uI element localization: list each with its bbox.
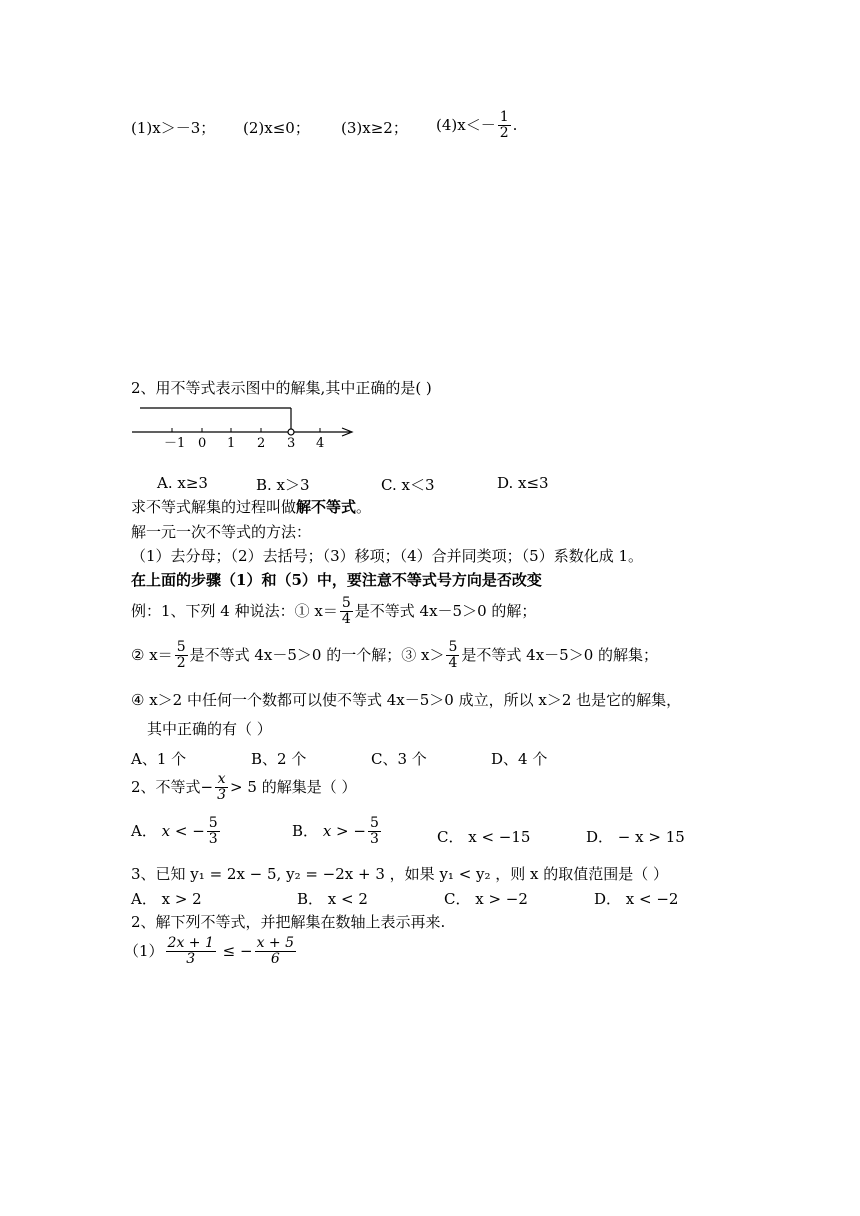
- fraction: $\frac{5}{3}$: [369, 815, 379, 848]
- example-option-d[interactable]: D、4 个: [491, 750, 548, 768]
- example-option-a[interactable]: A、1 个: [131, 750, 187, 768]
- tick-label: 1: [227, 436, 236, 451]
- tick-label: 2: [257, 436, 266, 451]
- fraction: $\frac{5}{4}$: [448, 639, 458, 672]
- example-option-c[interactable]: C、3 个: [371, 750, 427, 768]
- q2-option-d[interactable]: D. x≤3: [497, 474, 549, 492]
- tick-label: －1: [164, 436, 186, 451]
- q2b-option-d[interactable]: D． − x > 15: [586, 828, 685, 846]
- method-note: 在上面的步骤（1）和（5）中，要注意不等式号方向是否改变: [131, 571, 542, 589]
- method-steps: （1）去分母；（2）去括号；（3）移项；（4）合并同类项；（5）系数化成 1。: [131, 547, 644, 565]
- q3-option-b[interactable]: B． x < 2: [297, 890, 368, 908]
- fraction: $\frac{5}{4}$: [341, 595, 351, 628]
- example-line-2: ② x＝ $\frac{5}{2}$ 是不等式 4x－5＞0 的一个解；③ x＞ $\frac{5}{4}$ 是不等式 4x－5＞0 的解集；: [131, 639, 659, 672]
- q2b-option-c[interactable]: C． x < −15: [437, 828, 531, 846]
- fraction: $\frac{x + 5}{6}$: [256, 935, 295, 968]
- top-item-1: (1)x＞－3；: [131, 119, 216, 137]
- top-item-4: [436, 110, 517, 142]
- solve-instruction: 2、解下列不等式，并把解集在数轴上表示再来.: [131, 913, 446, 931]
- fraction: $\frac{x}{3}$: [217, 771, 227, 804]
- q3-option-c[interactable]: C． x > −2: [444, 890, 528, 908]
- question-2-text: 2、用不等式表示图中的解集,其中正确的是( ): [131, 379, 432, 397]
- solve-problem-1: （1） $\frac{2x + 1}{3}$ ≤ − $\frac{x + 5}{6}$: [124, 935, 295, 968]
- fraction: $\frac{2x + 1}{3}$: [167, 935, 214, 968]
- example-option-b[interactable]: B、2 个: [251, 750, 307, 768]
- q3-option-a[interactable]: A． x > 2: [131, 890, 202, 908]
- top-item-3: (3)x≥2；: [341, 119, 408, 137]
- q2-option-a[interactable]: A. x≥3: [157, 474, 208, 492]
- top-item-4-prefix: (4)x＜－: [436, 115, 496, 134]
- q2b-option-a[interactable]: A． x < − $\frac{5}{3}$: [131, 815, 218, 848]
- fraction: $\frac{5}{3}$: [208, 815, 218, 848]
- definition-term: 解不等式: [296, 498, 357, 516]
- q3-option-d[interactable]: D． x < −2: [594, 890, 679, 908]
- q2-option-c[interactable]: C. x＜3: [381, 476, 435, 494]
- tick-label: 3: [287, 436, 296, 451]
- tick-label: 0: [198, 436, 207, 451]
- q2-option-b[interactable]: B. x＞3: [256, 476, 310, 494]
- definition-line: 求不等式解集的过程叫做解不等式。: [131, 498, 372, 516]
- fraction: $\frac{5}{2}$: [176, 639, 186, 672]
- example-line-3: ④ x＞2 中任何一个数都可以使不等式 4x－5＞0 成立，所以 x＞2 也是它的解集，: [131, 691, 682, 709]
- question-2b-text: 2、不等式− $\frac{x}{3}$ > 5 的解集是（ ）: [131, 771, 357, 804]
- top-item-2: (2)x≤0；: [243, 119, 310, 137]
- q2b-option-b[interactable]: B． x > − $\frac{5}{3}$: [292, 815, 379, 848]
- method-title: 解一元一次不等式的方法：: [131, 523, 312, 541]
- top-item-4-suffix: .: [512, 115, 518, 134]
- tick-label: 4: [316, 436, 325, 451]
- question-3-text: 3、已知 y₁ = 2x − 5, y₂ = −2x + 3 ，如果 y₁ < y₂ ，则 x 的取值范围是（ ）: [131, 865, 669, 883]
- example-line-1: 例：1、下列 4 种说法：① x＝ $\frac{5}{4}$ 是不等式 4x－5＞0 的解；: [131, 595, 537, 628]
- example-line-4: 其中正确的有（ ）: [147, 720, 272, 738]
- fraction: $\frac{1}{2}$: [499, 109, 509, 142]
